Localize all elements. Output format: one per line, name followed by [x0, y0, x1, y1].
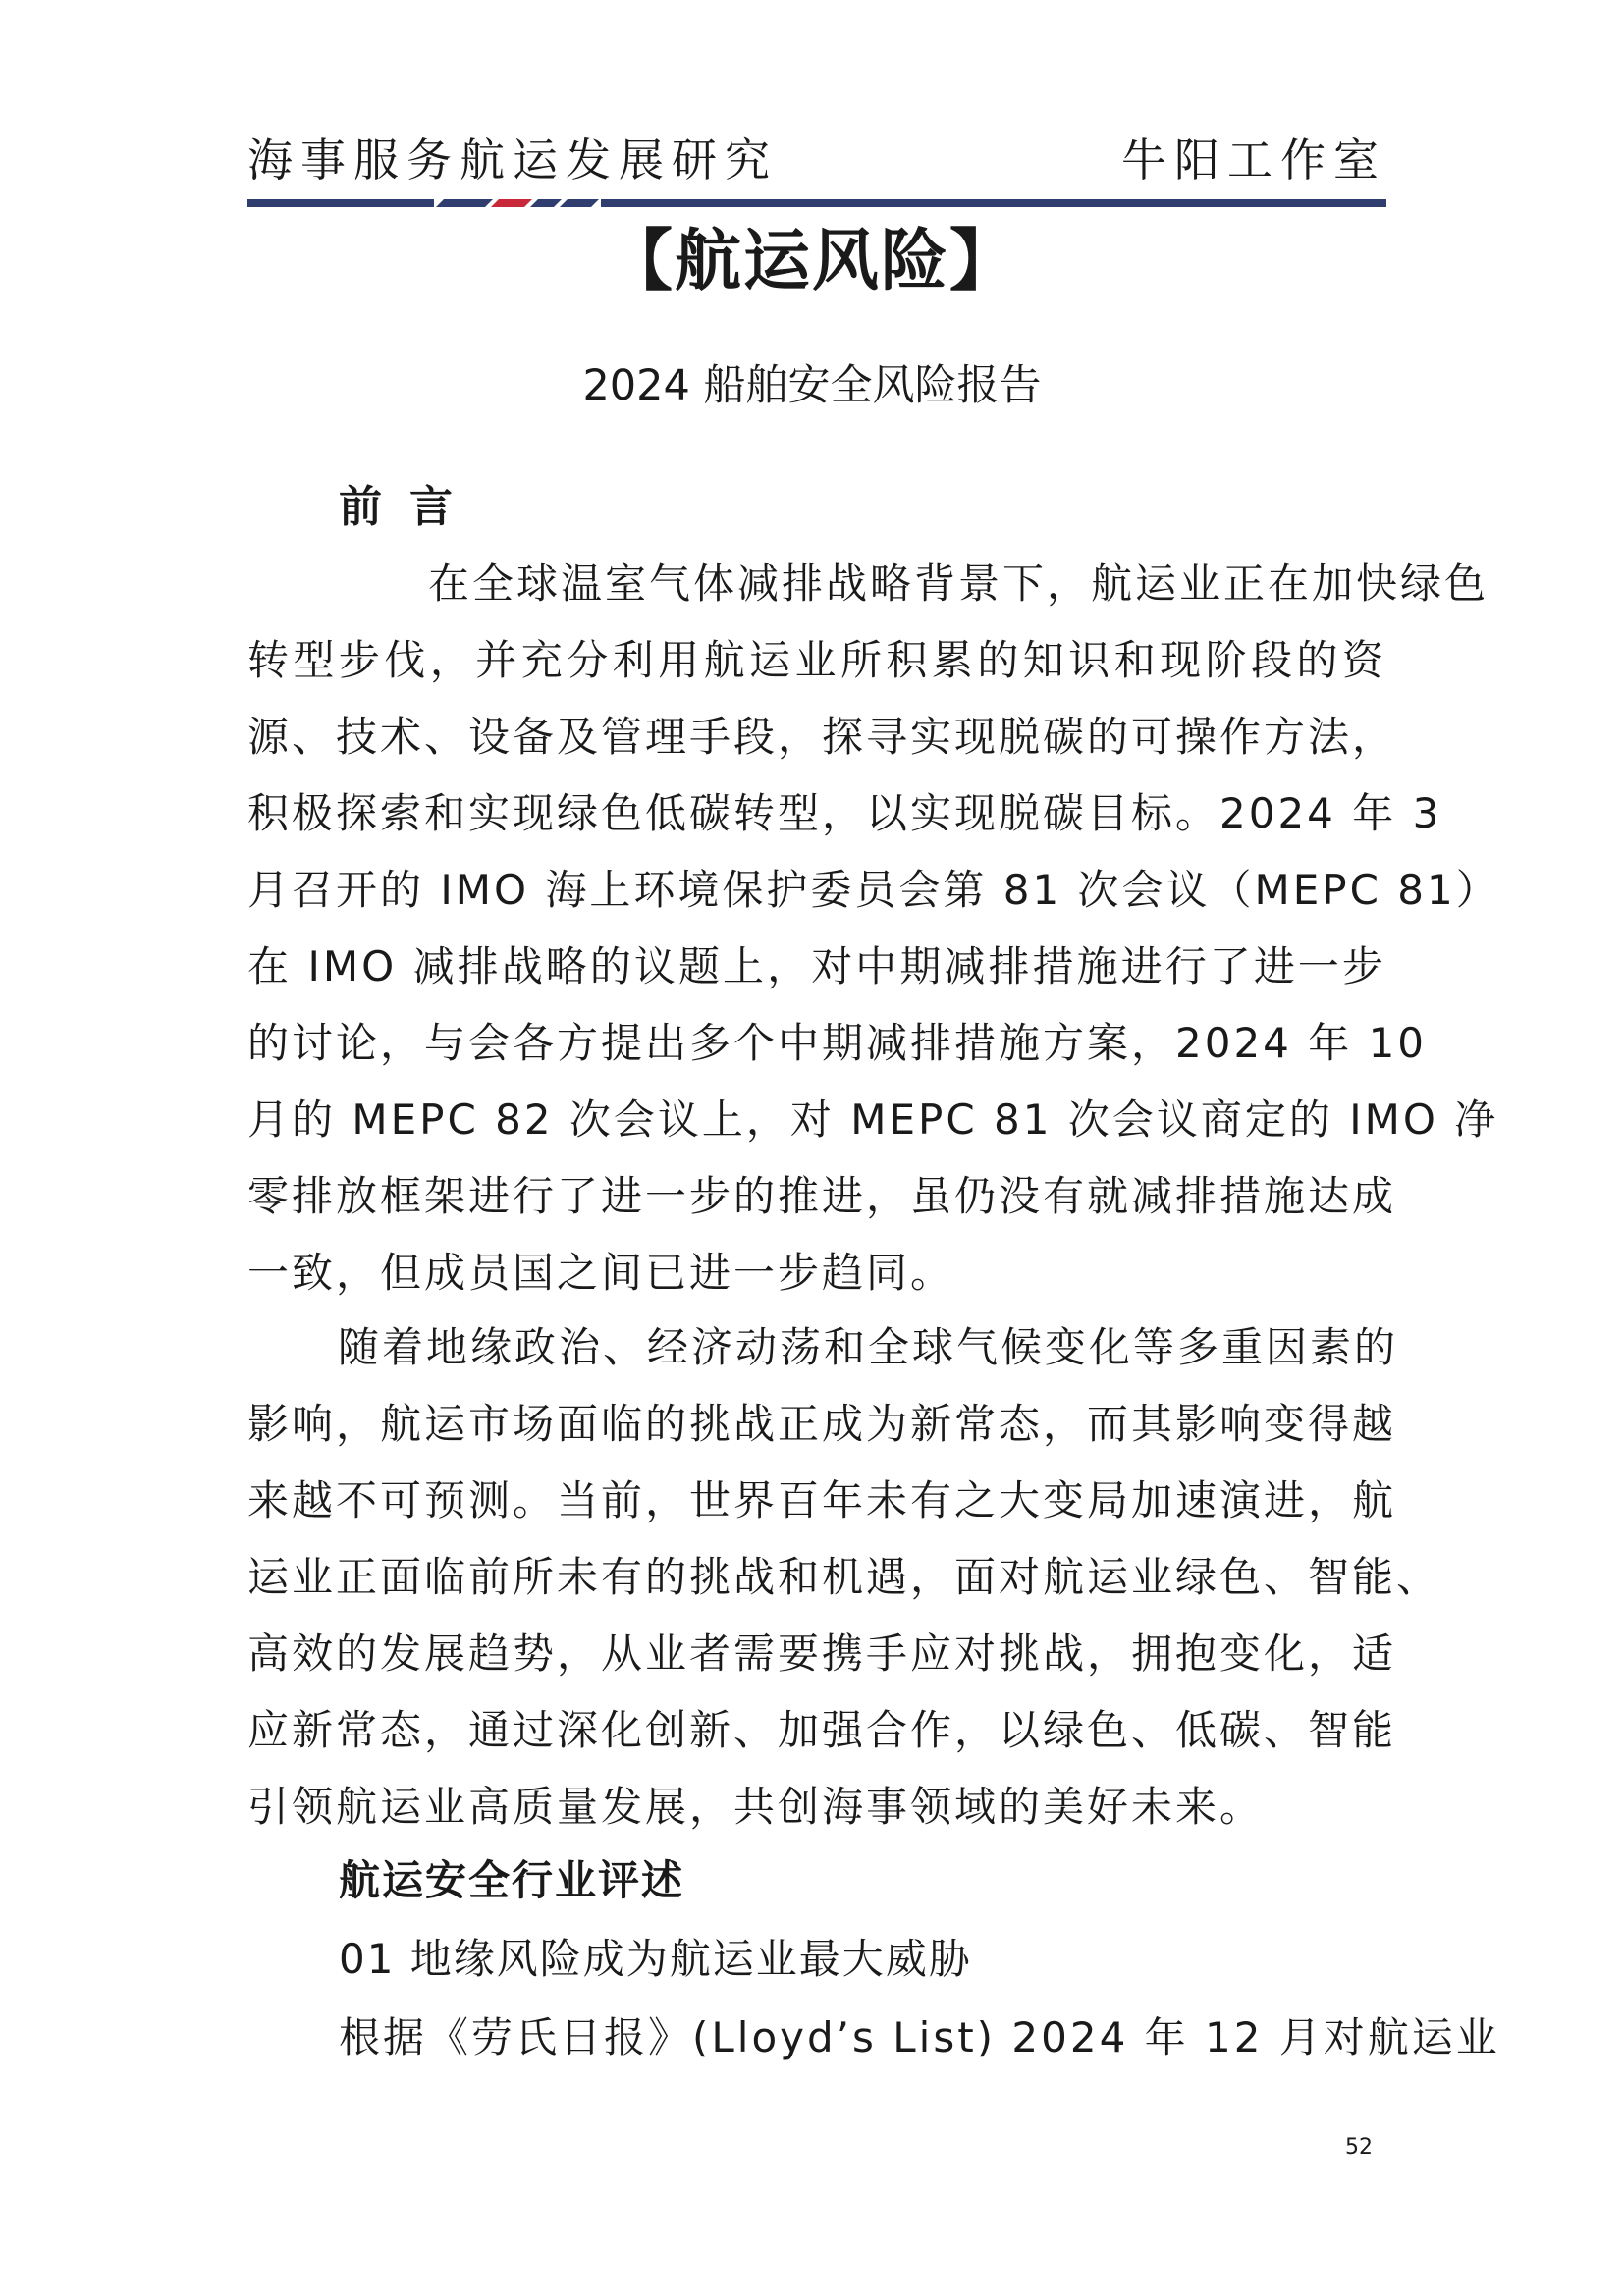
header-rule-line: [247, 199, 1386, 207]
text-line: 运业正面临前所未有的挑战和机遇，面对航运业绿色、智能、: [247, 1553, 1441, 1601]
text-line: 的讨论，与会各方提出多个中期减排措施方案，2024 年 10: [247, 1019, 1428, 1067]
text-line: 在全球温室气体减排战略背景下，航运业正在加快绿色: [428, 560, 1489, 608]
text-line: 月的 MEPC 82 次会议上，对 MEPC 81 次会议商定的 IMO 净: [247, 1095, 1499, 1144]
text-line: 来越不可预测。当前，世界百年未有之大变局加速演进，航: [247, 1476, 1397, 1524]
text-line: 积极探索和实现绿色低碳转型，以实现脱碳目标。2024 年 3: [247, 789, 1442, 837]
report-title: 2024 船舶安全风险报告: [582, 361, 1042, 410]
text-line: 转型步伐，并充分利用航运业所积累的知识和现阶段的资: [247, 636, 1386, 684]
header-publication-name: 海事服务航运发展研究: [247, 133, 778, 187]
text-line: 一致，但成员国之间已进一步趋同。: [247, 1249, 955, 1297]
running-header: [247, 126, 1386, 194]
industry-review-heading: 航运安全行业评述: [339, 1856, 685, 1904]
text-line: 源、技术、设备及管理手段，探寻实现脱碳的可操作方法，: [247, 713, 1397, 761]
preface-paragraph-1: [247, 546, 1500, 1311]
header-divider: [247, 199, 1386, 207]
text-line: 引领航运业高质量发展，共创海事领域的美好未来。: [247, 1783, 1265, 1831]
text-line: 影响，航运市场面临的挑战正成为新常态，而其影响变得越: [247, 1400, 1397, 1448]
preface-heading: 前言: [339, 482, 480, 532]
text-line: 随着地缘政治、经济动荡和全球气候变化等多重因素的: [338, 1323, 1399, 1371]
text-line: 零排放框架进行了进一步的推进，虽仍没有就减排措施达成: [247, 1172, 1397, 1220]
header-rule-ornament: [434, 199, 601, 207]
text-line: 在 IMO 减排战略的议题上，对中期减排措施进行了进一步: [247, 942, 1386, 990]
text-line: 应新常态，通过深化创新、加强合作，以绿色、低碳、智能: [247, 1706, 1397, 1754]
text-line: 高效的发展趋势，从业者需要携手应对挑战，拥抱变化，适: [247, 1629, 1397, 1678]
page-number: 52: [1345, 2135, 1373, 2160]
preface-paragraph-2: [247, 1309, 1441, 1845]
paragraph-opening-line: 根据《劳氏日报》(Lloyd’s List) 2024 年 12 月对航运业: [339, 2013, 1500, 2061]
header-studio-name: 牛阳工作室: [1121, 133, 1386, 187]
text-line: 月召开的 IMO 海上环境保护委员会第 81 次会议（MEPC 81）: [247, 866, 1500, 914]
subsection-heading: 01 地缘风险成为航运业最大威胁: [339, 1935, 972, 1983]
section-title: 【航运风险】: [605, 223, 1018, 300]
